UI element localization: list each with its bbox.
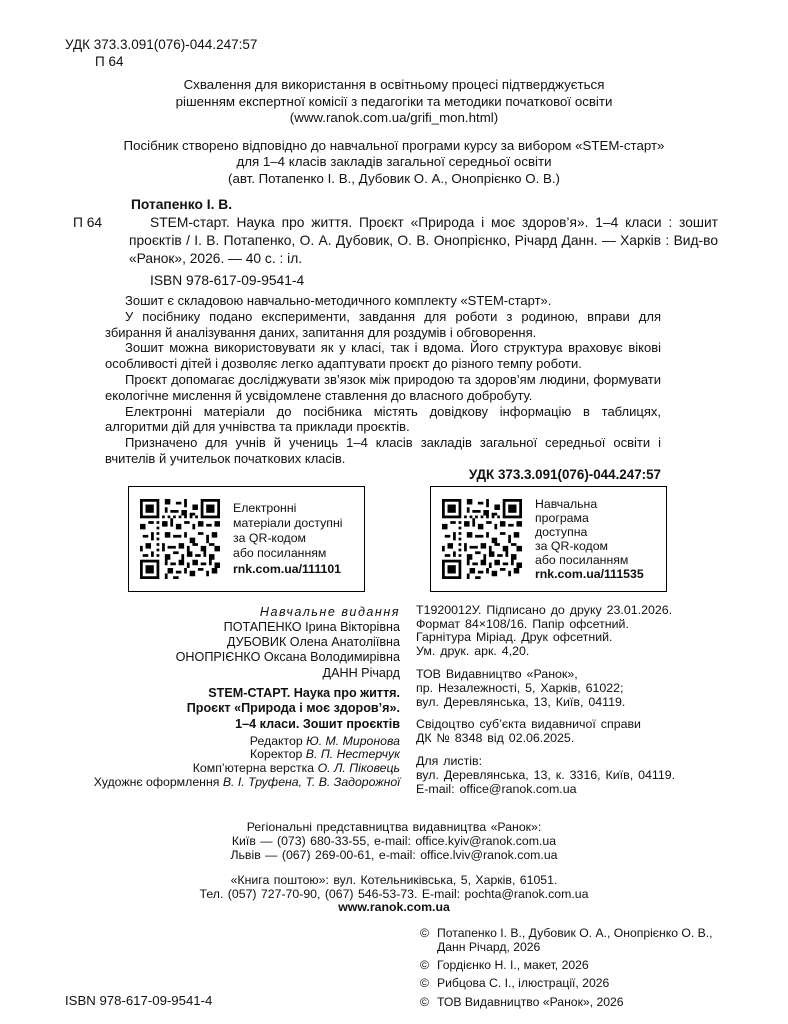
print-line: Формат 84×108/16. Папір офсетний. bbox=[416, 616, 629, 631]
copyright-symbol: © bbox=[420, 957, 429, 972]
print-line: Гарнітура Міріад. Друк офсетний. bbox=[416, 630, 613, 645]
udk-code-bottom: УДК 373.3.091(076)-044.247:57 bbox=[468, 466, 661, 482]
bib-description: STEM-старт. Наука про життя. Проєкт «Природа і моє здоров’я». 1–4 класи : зошит проєктів / І. В. Потапенко, О. А. Дубовик, О. В. Онопрієнко, Річард Данн. — Харків : Вид-во «Ранок», 2026. — 40 с. : іл. bbox=[129, 215, 718, 266]
edition-author: ОНОПРІЄНКО Оксана Володимирівна bbox=[175, 650, 400, 665]
qr-code-icon bbox=[140, 499, 220, 579]
publisher-line: ТОВ Видавництво «Ранок», bbox=[416, 666, 578, 681]
annotation-paragraph: Зошит є складовою навчально-методичного комплекту «STEM-старт». bbox=[125, 293, 552, 308]
credit-row bbox=[0, 735, 400, 749]
mail-email: E-mail: office@ranok.com.ua bbox=[416, 781, 577, 796]
bib-author-heading: Потапенко І. В. bbox=[131, 197, 233, 212]
edition-credits bbox=[0, 735, 400, 789]
annotation-paragraph: У посібнику подано експерименти, завдання для роботи з родиною, вправи для збирання й аналізування даних, запитання для роздумів і обговорення. bbox=[105, 308, 661, 340]
copyright-publisher: ТОВ Видавництво «Ранок», 2026 bbox=[437, 994, 624, 1009]
copyright-authors bbox=[437, 927, 713, 954]
edition-heading: Навчальне видання bbox=[259, 604, 400, 619]
copyright-layout: Гордієнко Н. І., макет, 2026 bbox=[437, 957, 589, 972]
approval-url: (www.ranok.com.ua/grifi_mon.html) bbox=[289, 110, 499, 125]
copyright-row bbox=[420, 996, 788, 1009]
edition-author: ДАНН Річард bbox=[322, 665, 400, 680]
publisher-address bbox=[416, 668, 716, 709]
copyright-row bbox=[420, 959, 788, 972]
qr-caption-line: за QR-кодом bbox=[233, 531, 306, 546]
edition-title-line: STEM-СТАРТ. Наука про життя. bbox=[208, 685, 400, 700]
publisher-website: www.ranok.com.ua bbox=[338, 900, 450, 915]
regional-office-lviv: Львів — (067) 269-00-61, e-mail: office.lviv@ranok.com.ua bbox=[230, 847, 558, 862]
qr-section bbox=[128, 486, 788, 592]
isbn-entry: ISBN 978-617-09-9541-4 bbox=[150, 273, 305, 288]
program-authors-line: (авт. Потапенко І. В., Дубовик О. А., Онопрієнко О. В.) bbox=[228, 170, 560, 186]
publisher-line: вул. Деревлянська, 13, Київ, 04119. bbox=[416, 694, 626, 709]
bbk-code-entry: П 64 bbox=[73, 215, 103, 230]
qr-box-program bbox=[430, 486, 667, 592]
credit-role: Коректор bbox=[250, 747, 303, 762]
edition-authors bbox=[0, 620, 400, 681]
credit-row bbox=[0, 776, 400, 790]
credit-name: В. П. Нестерчук bbox=[305, 747, 400, 762]
qr-caption-line: Електронні bbox=[233, 500, 297, 515]
imprint-columns bbox=[0, 604, 788, 806]
credit-role: Редактор bbox=[249, 733, 303, 748]
annotation-paragraph: Призначено для учнів й учениць 1–4 класів закладів загальної середньої освіти і вчителів й учительок початкових класів. bbox=[105, 435, 661, 466]
qr-caption-line: або посиланням bbox=[535, 552, 629, 567]
program-line: для 1–4 класів закладів загальної середньої освіти bbox=[236, 154, 552, 169]
edition-author: ДУБОВИК Олена Анатоліївна bbox=[226, 635, 400, 650]
bbk-code-top: П 64 bbox=[95, 54, 124, 69]
annotation-paragraph: Зошит можна використовувати як у класі, так і вдома. Його структура враховує вікові особливості дітей і дозволяє легко адаптувати проєкт до різного темпу роботи. bbox=[105, 340, 661, 372]
approval-line: рішенням експертної комісії з педагогіки та методики початкової освіти bbox=[175, 93, 613, 109]
print-info-column bbox=[416, 604, 716, 806]
qr-caption-line: доступна bbox=[535, 524, 588, 539]
credit-row bbox=[0, 748, 400, 762]
approval-statement bbox=[0, 77, 788, 127]
qr-caption-line: або посиланням bbox=[233, 546, 327, 561]
credit-name: В. І. Труфена, Т. В. Задорожної bbox=[222, 774, 400, 789]
bottom-block bbox=[0, 927, 788, 1009]
publisher-line: пр. Незалежності, 5, Харків, 61022; bbox=[416, 680, 624, 695]
bibliographic-entry bbox=[0, 196, 788, 290]
annotation-paragraph: Проєкт допомагає досліджувати зв’язок між природою та здоров’ям людини, формувати екологічне мислення й усвідомлене ставлення до власного добробуту. bbox=[105, 371, 661, 403]
qr-caption-line: програма bbox=[535, 510, 589, 525]
regional-heading: Регіональні представництва видавництва «Ранок»: bbox=[246, 820, 542, 835]
copyright-authors-line: Потапенко І. В., Дубовик О. А., Онопрієнко О. В., bbox=[437, 926, 713, 941]
annotation-block bbox=[105, 293, 661, 467]
mail-line: вул. Деревлянська, 13, к. 3316, Київ, 04119. bbox=[416, 767, 676, 782]
qr-link-materials: rnk.com.ua/111101 bbox=[233, 561, 342, 576]
certificate-line: Свідоцтво суб’єкта видавничої справи bbox=[416, 717, 641, 732]
copyright-row bbox=[420, 977, 788, 990]
copyright-illustrations: Рибцова С. І., ілюстрації, 2026 bbox=[437, 976, 610, 991]
print-line: Ум. друк. арк. 4,20. bbox=[416, 644, 530, 659]
qr-caption-line: Навчальна bbox=[535, 496, 598, 511]
credit-role: Художнє оформлення bbox=[93, 774, 220, 789]
print-line: Т1920012У. Підписано до друку 23.01.2026. bbox=[416, 602, 673, 617]
qr-caption-line: матеріали доступні bbox=[233, 515, 343, 530]
annotation-paragraph: Електронні матеріали до посібника містять довідкову інформацію в таблицях, алгоритми дій для учнівства та приклади проєктів. bbox=[105, 403, 661, 435]
credit-name: Ю. М. Миронова bbox=[306, 733, 400, 748]
copyright-block bbox=[420, 927, 788, 1009]
udk-code-top: УДК 373.3.091(076)-044.247:57 bbox=[65, 37, 258, 52]
credit-row bbox=[0, 762, 400, 776]
program-line: Посібник створено відповідно до навчальної програми курсу за вибором «STEM-старт» bbox=[123, 137, 665, 153]
edition-column bbox=[0, 604, 400, 806]
mail-info bbox=[416, 755, 716, 796]
edition-title-line: Проєкт «Природа і моє здоров’я». bbox=[186, 701, 400, 716]
mail-line: Для листів: bbox=[416, 753, 483, 768]
certificate-info bbox=[416, 718, 716, 746]
book-by-mail-address: «Книга поштою»: вул. Котельниківська, 5, Харків, 61051. bbox=[230, 872, 558, 887]
qr-box-materials bbox=[128, 486, 365, 592]
isbn-bottom: ISBN 978-617-09-9541-4 bbox=[65, 993, 213, 1009]
regional-office-kyiv: Київ — (073) 680-33-55, e-mail: office.kyiv@ranok.com.ua bbox=[231, 834, 557, 849]
book-by-mail-phones: Тел. (057) 727-70-90, (067) 546-53-73. E-mail: pochta@ranok.com.ua bbox=[199, 886, 589, 901]
edition-author: ПОТАПЕНКО Ірина Вікторівна bbox=[223, 619, 400, 634]
book-by-mail bbox=[0, 874, 788, 902]
regional-offices bbox=[0, 821, 788, 915]
approval-line: Схвалення для використання в освітньому процесі підтверджується bbox=[183, 77, 605, 92]
qr-caption-line: за QR-кодом bbox=[535, 538, 608, 553]
qr-caption-program bbox=[535, 497, 644, 581]
copyright-row bbox=[420, 927, 788, 954]
qr-caption-materials bbox=[233, 501, 343, 577]
print-details bbox=[416, 604, 716, 659]
qr-link-program: rnk.com.ua/111535 bbox=[535, 566, 644, 581]
edition-title bbox=[0, 686, 400, 732]
certificate-line: ДК № 8348 від 02.06.2025. bbox=[416, 731, 575, 746]
qr-code-icon bbox=[442, 499, 522, 579]
copyright-authors-line: Данн Річард, 2026 bbox=[437, 939, 541, 954]
copyright-symbol: © bbox=[420, 926, 429, 941]
edition-title-line: 1–4 класи. Зошит проєктів bbox=[235, 716, 400, 731]
copyright-symbol: © bbox=[420, 994, 429, 1009]
copyright-symbol: © bbox=[420, 976, 429, 991]
classification-codes bbox=[65, 36, 788, 70]
credit-name: О. Л. Піковець bbox=[317, 761, 400, 776]
program-statement bbox=[0, 138, 788, 188]
credit-role: Комп’ютерна верстка bbox=[192, 761, 315, 776]
